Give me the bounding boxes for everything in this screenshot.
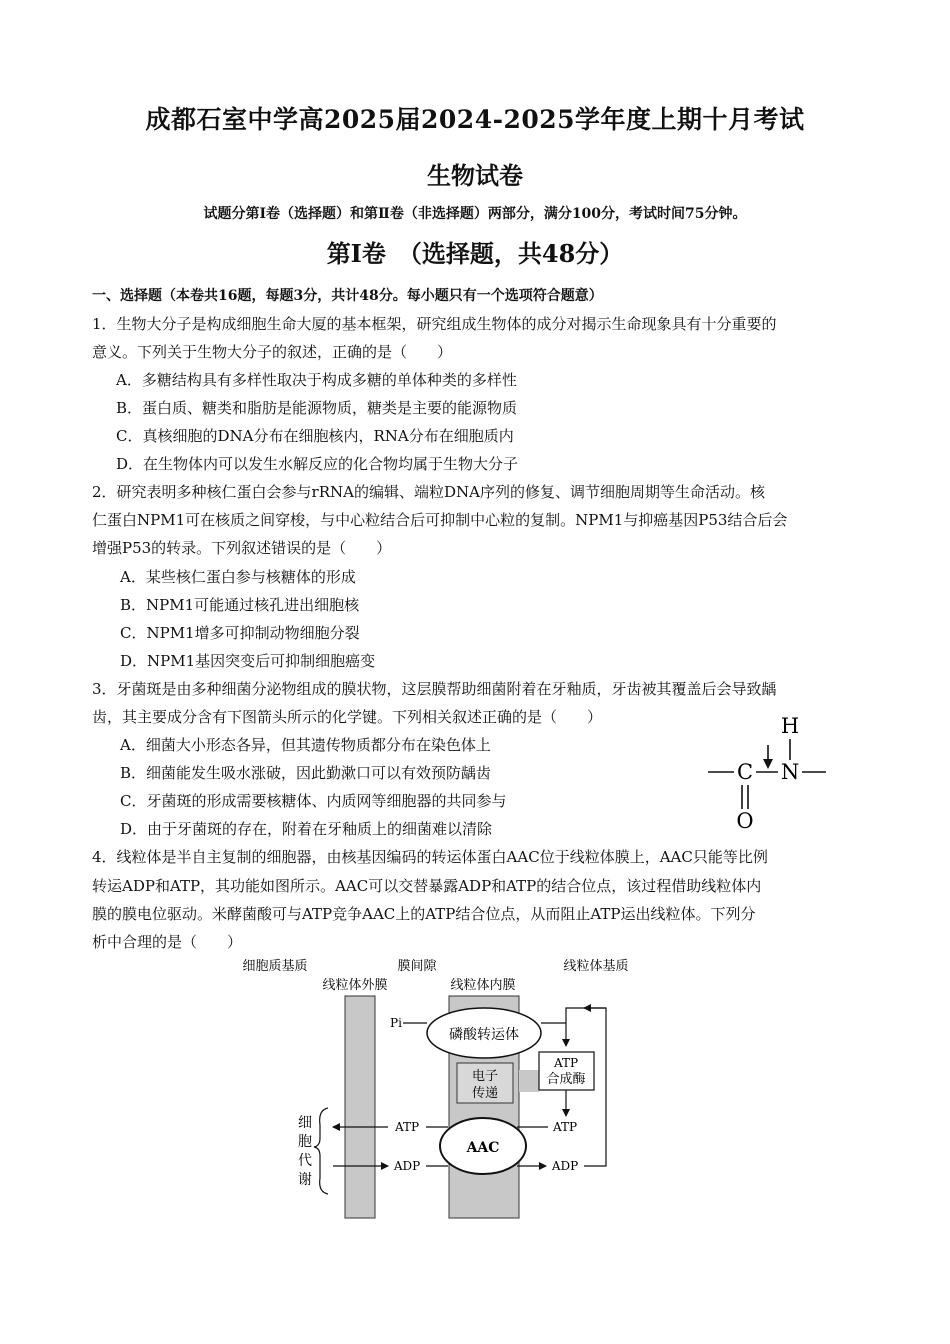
- atp-left-label: ATP: [394, 1120, 420, 1134]
- exam-subject: 生物试卷: [427, 161, 523, 190]
- q4-stem-line4: 析中合理的是（ ）: [92, 933, 243, 951]
- metabolism-char-1: 细: [298, 1115, 312, 1131]
- q2-option-b: B．NPM1可能通过核孔进出细胞核: [120, 596, 360, 614]
- q2-stem-line1: 2．研究表明多种核仁蛋白会参与rRNA的编辑、端粒DNA序列的修复、调节细胞周期等生命活动。核: [92, 483, 765, 501]
- metabolism-char-4: 谢: [298, 1172, 312, 1188]
- part-title: 第Ⅰ卷 （选择题，共48分）: [326, 239, 624, 268]
- q1-option-d: D．在生物体内可以发生水解反应的化合物均属于生物大分子: [116, 455, 519, 473]
- label-matrix: 线粒体基质: [563, 959, 629, 974]
- q3-option-a: A．细菌大小形态各异，但其遗传物质都分布在染色体上: [120, 736, 491, 754]
- electron-label-1: 电子: [471, 1069, 499, 1084]
- metabolism-char-3: 代: [298, 1153, 312, 1169]
- pi-label: Pi: [390, 1016, 402, 1030]
- q1-option-b: B．蛋白质、糖类和脂肪是能源物质，糖类是主要的能源物质: [116, 399, 518, 417]
- q1-stem-line1: 1．生物大分子是构成细胞生命大厦的基本框架，研究组成生物体的成分对揭示生命现象具有十分重要的: [92, 315, 777, 333]
- q3-option-b: B．细菌能发生吸水涨破，因此勤漱口可以有效预防龋齿: [120, 764, 492, 782]
- q1-option-c: C．真核细胞的DNA分布在细胞核内，RNA分布在细胞质内: [116, 427, 514, 445]
- q1-stem-line2: 意义。下列关于生物大分子的叙述，正确的是（ ）: [92, 343, 453, 361]
- q4-stem-line1: 4．线粒体是半自主复制的细胞器，由核基因编码的转运体蛋白AAC位于线粒体膜上，AAC只能等比例: [92, 848, 768, 866]
- label-inner-membrane: 线粒体内膜: [450, 978, 516, 993]
- q2-option-d: D．NPM1基因突变后可抑制细胞癌变: [120, 652, 376, 670]
- label-outer-membrane: 线粒体外膜: [322, 978, 388, 993]
- atom-o: O: [736, 809, 754, 833]
- q3-option-c: C．牙菌斑的形成需要核糖体、内质网等细胞器的共同参与: [120, 792, 507, 810]
- label-intermembrane: 膜间隙: [397, 959, 437, 974]
- section-heading: 一、选择题（本卷共16题，每题3分，共计48分。每小题只有一个选项符合题意）: [92, 288, 603, 304]
- outer-membrane: [345, 996, 375, 1218]
- atp-right-label: ATP: [552, 1120, 578, 1134]
- adp-left-label: ADP: [393, 1159, 421, 1173]
- q1-option-a: A．多糖结构具有多样性取决于构成多糖的单体种类的多样性: [116, 371, 517, 389]
- q2-stem-line2: 仁蛋白NPM1可在核质之间穿梭，与中心粒结合后可抑制中心粒的复制。NPM1与抑癌基因P53结合后会: [92, 511, 788, 529]
- exam-title: 成都石室中学高2025届2024-2025学年度上期十月考试: [145, 105, 805, 134]
- q2-stem-line3: 增强P53的转录。下列叙述错误的是（ ）: [92, 539, 392, 557]
- aac-label: AAC: [466, 1140, 500, 1156]
- atom-n: N: [780, 760, 800, 784]
- phosphate-transporter-label: 磷酸转运体: [449, 1027, 519, 1043]
- q3-stem-line2: 齿，其主要成分含有下图箭头所示的化学键。下列相关叙述正确的是（ ）: [92, 708, 603, 726]
- atom-h: H: [780, 714, 800, 738]
- atp-synthase-label-2: 合成酶: [546, 1072, 586, 1087]
- q3-option-d: D．由于牙菌斑的存在，附着在牙釉质上的细菌难以清除: [120, 820, 493, 838]
- adp-right-label: ADP: [551, 1159, 579, 1173]
- q2-option-a: A．某些核仁蛋白参与核糖体的形成: [120, 568, 356, 586]
- metabolism-brace: [314, 1108, 328, 1194]
- exam-note: 试题分第Ⅰ卷（选择题）和第Ⅱ卷（非选择题）两部分，满分100分，考试时间75分钟。: [203, 206, 747, 222]
- q2-option-c: C．NPM1增多可抑制动物细胞分裂: [120, 624, 360, 642]
- metabolism-char-2: 胞: [298, 1134, 312, 1150]
- q4-stem-line2: 转运ADP和ATP，其功能如图所示。AAC可以交替暴露ADP和ATP的结合位点，该过程借助线粒体内: [92, 877, 762, 895]
- q4-stem-line3: 膜的膜电位驱动。米酵菌酸可与ATP竞争AAC上的ATP结合位点，从而阻止ATP运出线粒体。下列分: [92, 905, 756, 923]
- atp-synthase-label-1: ATP: [553, 1056, 579, 1070]
- label-cytoplasm: 细胞质基质: [242, 959, 308, 974]
- q3-stem-line1: 3．牙菌斑是由多种细菌分泌物组成的膜状物，这层膜帮助细菌附着在牙釉质，牙齿被其覆盖后会导致龋: [92, 680, 777, 698]
- atom-c: C: [736, 760, 754, 784]
- electron-label-2: 传递: [471, 1086, 499, 1101]
